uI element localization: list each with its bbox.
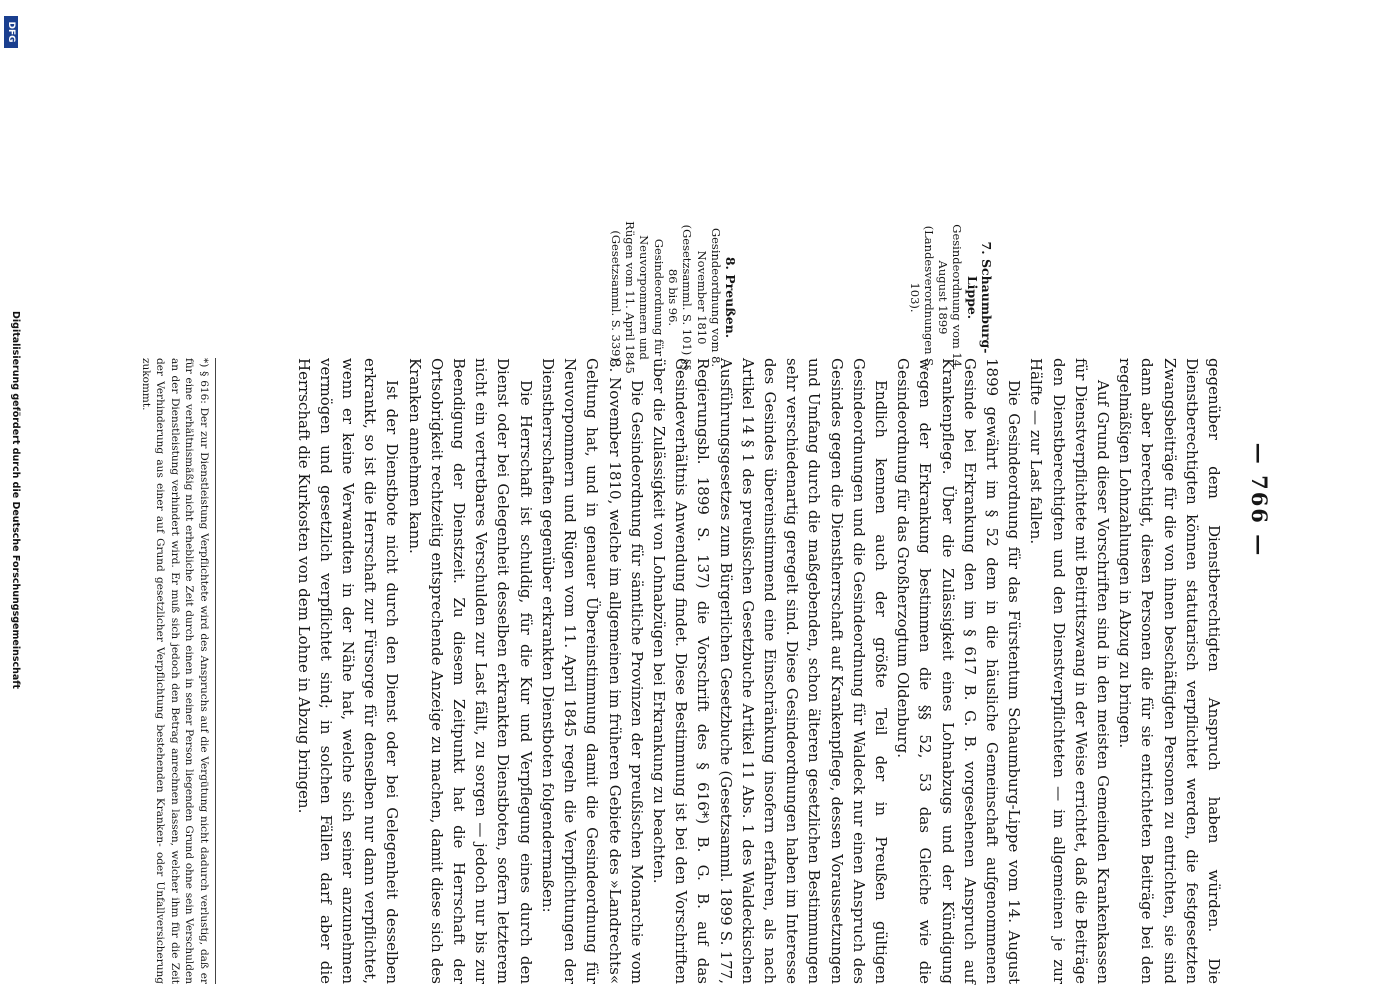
paragraph: Endlich kennen auch der größte Teil der in Preußen gültigen Gesindeordnungen und die Gesindeordnung für Waldeck nur einen Anspruch des Gesindes gegen die Dienstherrschaft auf Krankenpflege, dessen Voraussetzungen und Umfang durch die maßgebenden, schon älteren gesetzlichen Bestimmungen sehr verschiedenartig geregelt sind. Diese Gesindeordnungen haben im Interesse des Gesindes übereinstimmend eine Einschränkung insofern erfahren, als nach Artikel 14 § 1 des preußischen Gesetzbuche Artikel 11 Abs. 1 des Waldeckischen Ausführungsgesetzes zum Bürgerlichen Gesetzbuche (Gesetzsamml. 1899 S. 177, Regierungsbl. 1899 S. 137) die Vorschrift des § 616*) B. G. B. auf das Gesindeverhältnis Anwendung findet. Diese Bestimmung ist bei den Vorschriften über die Zulässigkeit von Lohnabzügen bei Erkrankung zu beachten. <box>649 358 890 984</box>
margin-note-schaumburg-lippe <box>907 220 993 375</box>
paragraph: gegenüber dem Dienstberechtigten Anspruch haben würden. Die Dienstberechtigten können statutarisch verpflichtet werden, die festgesetzten Zwangsbeiträge für die von ihnen beschäftigten Personen zu entrichten, sie sind dann aber berechtigt, diesen Personen die für sie entrichteten Beiträge bei den regelmäßigen Lohnzahlungen in Abzug zu bringen. <box>1116 358 1223 984</box>
footnote-marker: *) § 616: <box>198 358 210 404</box>
footnote <box>139 358 217 984</box>
main-text <box>292 358 1225 984</box>
margin-notes <box>539 220 993 375</box>
paragraph: Die Herrschaft ist schuldig, für die Kur und Verpflegung eines durch den Dienst oder bei Gelegenheit desselben erkrankten Dienstboten, sofern letzterem nicht ein vertretbares Verschulden zur Last fällt, zu sorgen — jedoch nur bis zur Beendigung der Dienstzeit. Zu diesem Zeitpunkt hat die Herrschaft der Ortsobrigkeit rechtzeitig entsprechende Anzeige zu machen, damit diese sich des Kranken annehmen kann. <box>405 358 535 984</box>
margin-note-heading: 8. Preußen. <box>723 256 739 339</box>
margin-note-body: Gesindeordnung vom 14. August 1899 (Landesverordnungen S. 103). <box>907 224 965 371</box>
digitization-credit: Digitalisierung gefördert durch die Deutsche Forschungsgemeinschaft <box>10 311 21 689</box>
page-number: — 766 — <box>1247 442 1272 558</box>
margin-note-heading: 7. Schaumburg-Lippe. <box>964 241 994 354</box>
margin-note-preussen <box>609 220 738 375</box>
paragraph: Auf Grund dieser Vorschriften sind in den meisten Gemeinden Krankenkassen für Dienstverpflichtete mit Beitrittszwang in der Weise errichtet, daß die Beiträge den Dienstberechtigten und den Dienstverpflichteten — im allgemeinen je zur Hälfte — zur Last fallen. <box>1027 358 1112 984</box>
margin-note-body: Gesindeordnung vom 8. November 1810 (Gesetzsamml. S. 101) §§ 86 bis 96. Gesindeordnung für Neuvorpommern und Rügen vom 11. April 1845 (Gesetzsamml. S. 339). <box>608 221 723 374</box>
paragraph: Die Gesindeordnung für das Fürstentum Schaumburg-Lippe vom 14. August 1899 gewährt im § 52 dem in die häusliche Gemeinschaft aufgenommenen Gesinde bei Erkrankung den im § 617 B. G. B. vorgesehenen Anspruch auf Krankenpflege. Über die Zulässigkeit eines Lohnabzugs und der Kündigung wegen der Erkrankung bestimmen die §§ 52, 53 das Gleiche wie die Gesindeordnung für das Großherzogtum Oldenburg. <box>894 358 1024 984</box>
paragraph: Ist der Dienstbote nicht durch den Dienst oder bei Gelegenheit desselben erkrankt, so ist die Herrschaft zur Fürsorge für denselben nur dann verpflichtet, wenn er keine Verwandten in der Nähe hat, welche sich seiner anzunehmen vermögen und gesetzlich verpflichtet sind; in solchen Fällen darf aber die Herrschaft die Kurkosten von dem Lohne in Abzug bringen. <box>294 358 402 984</box>
footnote-text: Der zur Dienstleistung Verpflichtete wird des Anspruchs auf die Vergütung nicht dadurch verlustig, daß er für eine verhältnismäßig nicht erhebliche Zeit durch einen in seiner Person liegenden Grund ohne sein Verschulden an der Dienstleistung verhindert wird. Er muß sich jedoch den Betrag anrechnen lassen, welcher ihm für die Zeit der Verhinderung aus einer auf Grund gesetzlicher Verpflichtung bestehenden Kranken- oder Unfallversicherung zukommt. <box>140 358 210 984</box>
paragraph: Die Gesindeordnung für sämtliche Provinzen der preußischen Monarchie vom 8. November 1810, welche im allgemeinen im früheren Gebiete des »Landrechts« Geltung hat, und in genauer Übereinstimmung damit die Gesindeordnung für Neuvorpommern und Rügen vom 11. April 1845 regeln die Verpflichtungen der Dienstherrschaften gegenüber erkrankten Dienstboten folgendermaßen: <box>538 358 646 984</box>
dfg-logo: DFG <box>4 16 18 48</box>
